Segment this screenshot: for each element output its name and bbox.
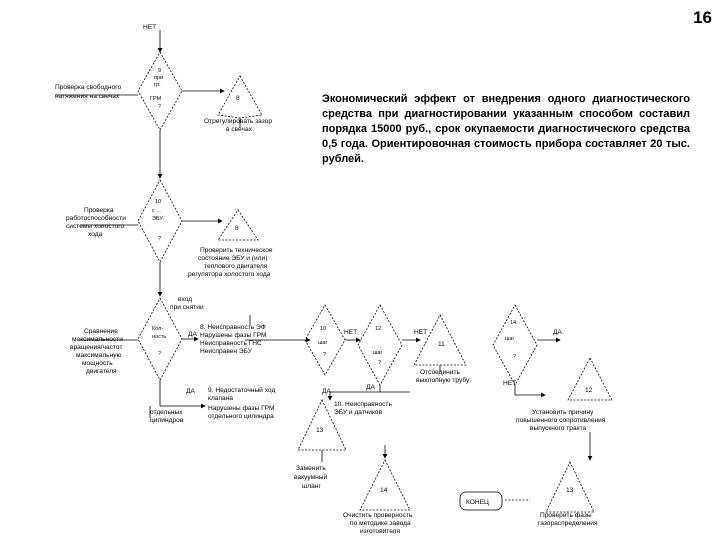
- decision-diamond-6: [493, 305, 537, 385]
- block4-text10-line2: ЭБУ и датчиков: [334, 409, 383, 416]
- da-label-3: ДА: [322, 388, 331, 395]
- block1-action-line2: в свечах: [226, 126, 252, 133]
- block4-diamond-t3: ?: [323, 352, 327, 358]
- block4-diamond-t1: 10: [320, 326, 327, 332]
- block3-action-a1: 8. Неисправность ЭФ: [200, 324, 266, 331]
- block1-action-line1: Отрегулировать зазор: [204, 118, 273, 125]
- block2-action-line2: состояние ЭБУ и (или): [198, 255, 268, 262]
- block4-check13-line1: Проверить фазы: [540, 512, 592, 519]
- block4-diamond3-t1: 14: [510, 320, 517, 326]
- block4-diamond2-t1: 12: [375, 326, 382, 332]
- block1-action-num: 8: [236, 95, 240, 102]
- block1-check-line2: натяжения на свечах: [55, 93, 120, 100]
- block4-diamond3-t2: шаг: [505, 336, 515, 342]
- block4-diamond2-t2: шаг: [373, 350, 383, 356]
- block4-diamond2-t3: ?: [378, 360, 382, 366]
- net-label-3: НЕТ: [414, 329, 428, 336]
- block3-action-b4: отдельного цилиндра: [208, 413, 274, 420]
- da-label-4: ДА: [366, 384, 375, 391]
- block3-action-b3: Нарушены фазы ГРМ: [208, 405, 275, 412]
- block3-check-line4: максимальную: [76, 352, 122, 359]
- block4-num-13a: 13: [316, 427, 324, 434]
- end-label: КОНЕЦ: [466, 499, 489, 506]
- block3-action-b1: 9. Недостаточный ход: [208, 387, 276, 394]
- block1-check-line1: Проверка свободного: [55, 84, 122, 91]
- block4-replace-line1: Заменить: [296, 465, 326, 472]
- net-label-4: НЕТ: [503, 380, 517, 387]
- action-triangle-14: [360, 460, 410, 510]
- net-label-2: НЕТ: [344, 329, 358, 336]
- action-triangle-11: [414, 315, 466, 365]
- block3-top-label2: при снятии: [170, 304, 204, 311]
- block3-action-a4: Неисправен ЭБУ: [200, 348, 252, 355]
- block3-diamond-t2: ность: [152, 334, 167, 340]
- block2-diamond-t1: 10: [155, 199, 162, 205]
- da-label-1: ДА: [188, 331, 197, 338]
- body-paragraph: Экономический эффект от внедрения одного диагностического средства при диагностировании указанным способом составил порядка 15000 руб., срок окупаемости диагностического средства 0,5 года. Ориентировочная стоимость прибора составляет 20 тыс. рублей.: [322, 93, 690, 165]
- block1-diamond-t4: ГРМ: [150, 96, 162, 102]
- block3-left-bottom1: отдельных: [150, 409, 183, 416]
- da-label-2: ДА: [186, 388, 195, 395]
- block3-top-label1: вход: [178, 296, 193, 303]
- block4-replace-line3: шланг: [302, 483, 321, 490]
- block3-action-b2: клапана: [208, 395, 234, 402]
- block4-replace-line2: вакуумный: [294, 474, 328, 481]
- block2-check-line1: Проверка: [84, 207, 114, 214]
- block2-action-line3: теплового двигателя: [204, 263, 268, 270]
- action-triangle-1: [218, 76, 262, 118]
- block1-diamond-t2: при: [154, 75, 164, 81]
- block4-check14-line3: изготовителя: [360, 528, 401, 535]
- block1-diamond-t5: ?: [158, 104, 162, 110]
- block4-num-13b: 13: [566, 487, 574, 494]
- block3-action-a2: Нарушены фазы ГРМ: [200, 332, 267, 339]
- block4-text12-line1: Установить причину: [532, 409, 594, 416]
- block1-diamond-t3: гр.: [154, 82, 161, 88]
- block4-text10-line1: 10. Неисправность: [334, 401, 392, 408]
- block1-diamond-t1: 9: [158, 68, 162, 74]
- block4-diamond-t2: шаг: [318, 340, 328, 346]
- block4-check14-line1: Очистить проверность: [343, 512, 413, 519]
- block4-text11-line2: выхлопную трубу: [416, 377, 470, 384]
- block4-num-12: 12: [585, 387, 593, 394]
- block2-diamond-t3: ЭБУ: [152, 216, 163, 222]
- block4-num-11: 11: [438, 341, 445, 348]
- decision-diamond-1: [138, 52, 182, 130]
- block4-num-14: 14: [380, 487, 388, 494]
- block4-check13-line2: газораспределения: [538, 520, 598, 527]
- block2-check-line4: хода: [88, 231, 103, 238]
- block2-action-line4: регулятора холостого хода: [188, 271, 271, 278]
- block3-left-bottom2: цилиндров: [150, 417, 184, 424]
- page-number: 16: [693, 8, 712, 27]
- block3-diamond-t3: ?: [158, 351, 162, 357]
- block4-check14-line2: по методике завода: [350, 520, 411, 527]
- block3-check-line1: Сравнение: [84, 328, 118, 335]
- block3-diamond-t1: Кол-: [152, 326, 164, 332]
- block3-action-a3: Неисправность ГНС: [200, 340, 262, 347]
- decision-diamond-5: [358, 305, 402, 385]
- block3-check-line3: вращения/частот: [70, 344, 123, 351]
- block2-check-line3: системы холостого: [66, 223, 125, 230]
- block4-text12-line3: выпускного тракта: [530, 425, 587, 432]
- block3-check-line2: максимальности: [72, 336, 123, 343]
- block4-text11-line1: Отсоединить: [420, 369, 460, 376]
- block2-action-line1: Проверить техническое: [200, 247, 273, 254]
- block2-action-num: 8: [235, 225, 239, 232]
- da-label-5: ДА: [553, 329, 562, 336]
- block2-diamond-t2: с ...: [152, 208, 161, 214]
- block3-check-line6: двигателя: [86, 368, 117, 375]
- block4-text12-line2: повышенного сопротивления: [516, 417, 606, 424]
- block4-diamond3-t3: ?: [513, 354, 517, 360]
- net-label-1: НЕТ: [143, 24, 157, 31]
- block3-check-line5: мощность: [82, 360, 113, 367]
- block2-check-line2: работоспособности: [66, 215, 126, 222]
- block2-diamond-t4: ?: [158, 236, 162, 242]
